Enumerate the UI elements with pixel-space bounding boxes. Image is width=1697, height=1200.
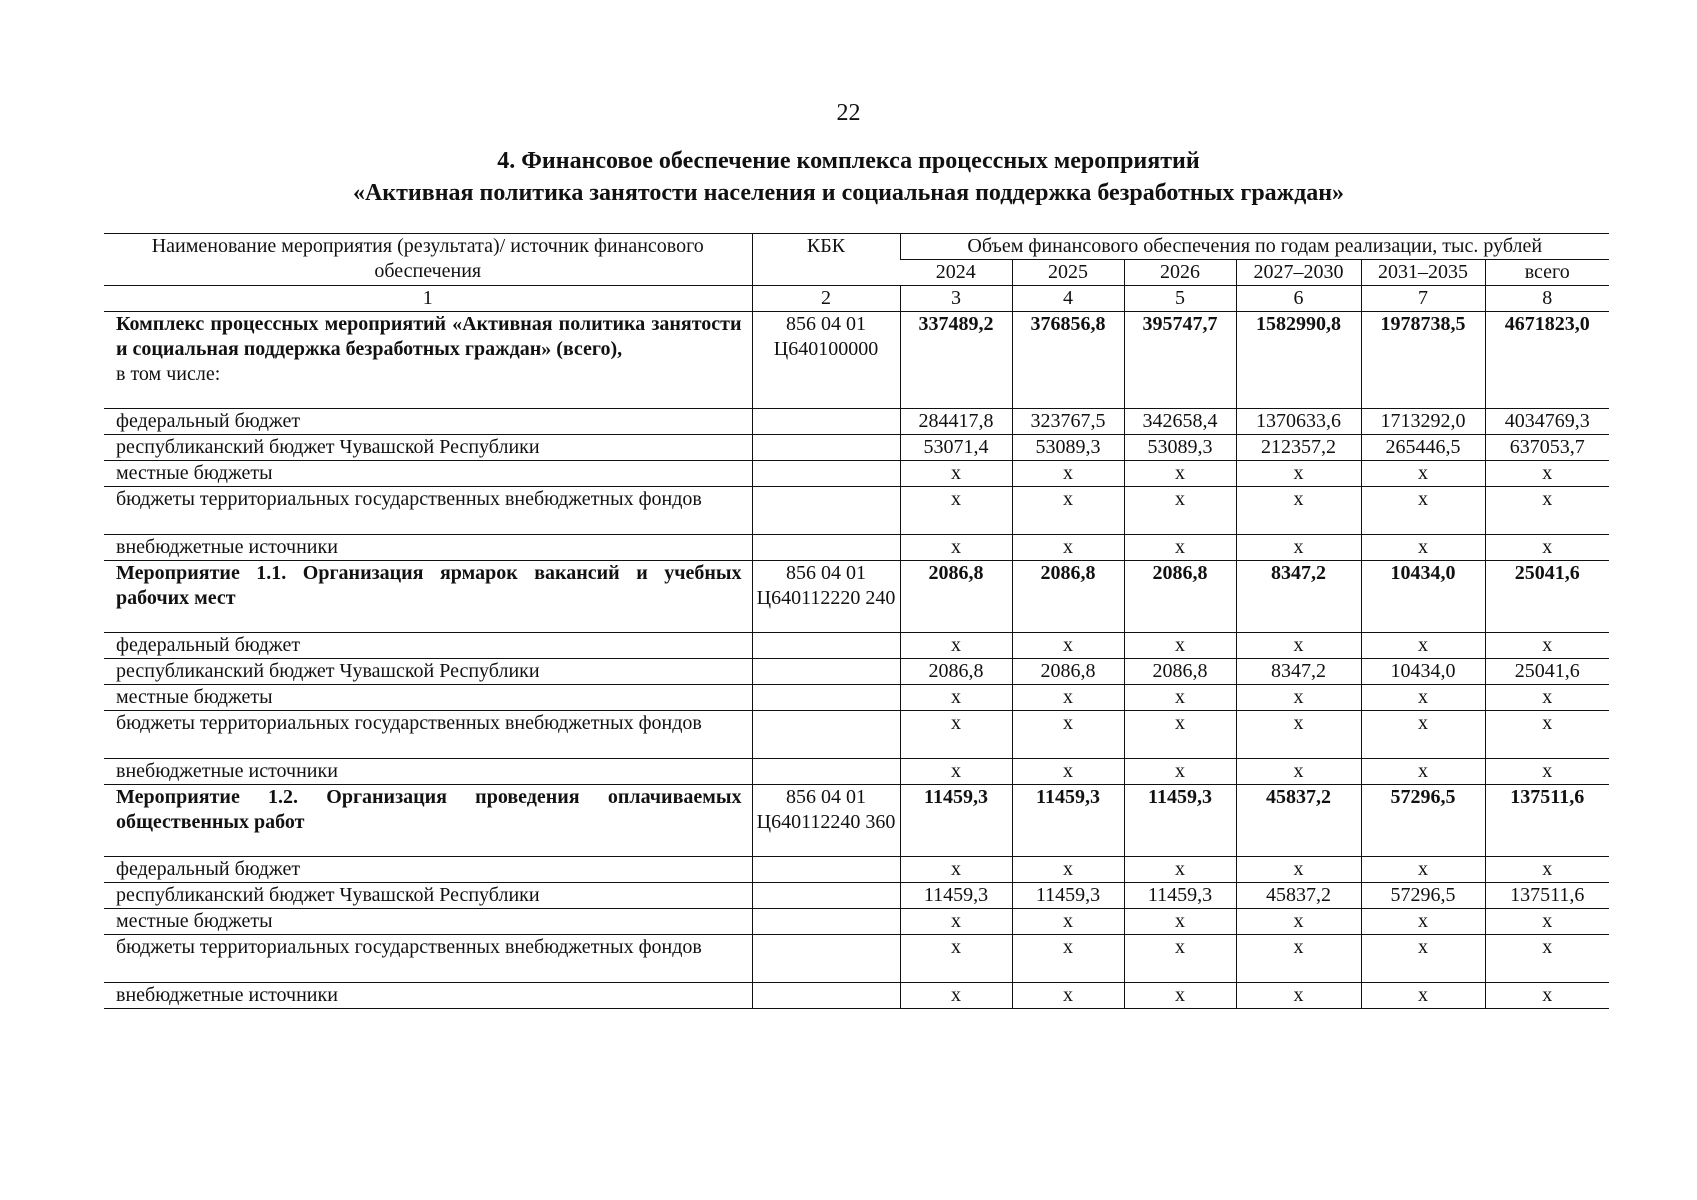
row-value: 395747,7 — [1124, 312, 1236, 409]
row-name — [104, 935, 752, 983]
row-name-text: федеральный бюджет — [116, 634, 301, 656]
financing-table — [104, 233, 1609, 1009]
column-number: 7 — [1361, 286, 1485, 312]
row-value: 53089,3 — [1124, 435, 1236, 461]
row-value: х — [1236, 685, 1361, 711]
row-name — [104, 785, 752, 857]
row-name-text: Мероприятие 1.1. Организация ярмарок вакансий и учебных рабочих мест — [116, 562, 742, 609]
row-name-text: Комплекс процессных мероприятий «Активная политика занятости и социальная поддержка безработных граждан» (всего), — [116, 313, 742, 360]
row-value: х — [1361, 633, 1485, 659]
table-row — [104, 409, 1609, 435]
row-name — [104, 535, 752, 561]
row-kbk: 856 04 01 Ц640100000 — [752, 312, 900, 409]
row-value: 11459,3 — [900, 883, 1012, 909]
row-value: х — [1485, 461, 1609, 487]
table-row — [104, 487, 1609, 535]
row-value: х — [1485, 487, 1609, 535]
row-kbk — [752, 935, 900, 983]
row-kbk — [752, 759, 900, 785]
row-value: х — [1236, 759, 1361, 785]
table-row — [104, 461, 1609, 487]
row-kbk — [752, 633, 900, 659]
row-value: х — [1361, 857, 1485, 883]
row-value: х — [1124, 633, 1236, 659]
row-value: 2086,8 — [900, 659, 1012, 685]
row-name — [104, 409, 752, 435]
row-value: х — [1124, 535, 1236, 561]
row-name — [104, 633, 752, 659]
row-value: х — [1236, 487, 1361, 535]
column-number: 8 — [1485, 286, 1609, 312]
header-year: 2024 — [900, 260, 1012, 286]
row-value: х — [1361, 759, 1485, 785]
row-value: х — [1485, 935, 1609, 983]
row-value: х — [1124, 759, 1236, 785]
row-kbk — [752, 883, 900, 909]
row-value: х — [1236, 633, 1361, 659]
column-number: 1 — [104, 286, 752, 312]
row-value: х — [900, 487, 1012, 535]
row-value: х — [1236, 935, 1361, 983]
row-value: х — [1124, 935, 1236, 983]
row-value: 2086,8 — [1124, 561, 1236, 633]
row-value: 2086,8 — [1124, 659, 1236, 685]
row-value: 1582990,8 — [1236, 312, 1361, 409]
table-row — [104, 785, 1609, 857]
column-number: 5 — [1124, 286, 1236, 312]
row-value: 4671823,0 — [1485, 312, 1609, 409]
row-value: х — [1361, 711, 1485, 759]
row-value: 11459,3 — [1012, 785, 1124, 857]
row-name — [104, 883, 752, 909]
header-year: 2031–2035 — [1361, 260, 1485, 286]
row-value: 337489,2 — [900, 312, 1012, 409]
row-value: 11459,3 — [1124, 785, 1236, 857]
row-value: х — [900, 759, 1012, 785]
row-value: х — [1236, 711, 1361, 759]
row-value: 4034769,3 — [1485, 409, 1609, 435]
row-value: х — [900, 685, 1012, 711]
row-value: 45837,2 — [1236, 883, 1361, 909]
row-value: х — [1124, 857, 1236, 883]
row-name-text: внебюджетные источники — [116, 536, 338, 558]
column-number: 4 — [1012, 286, 1124, 312]
row-value: х — [1361, 685, 1485, 711]
row-value: 2086,8 — [900, 561, 1012, 633]
row-value: х — [1124, 909, 1236, 935]
table-row — [104, 535, 1609, 561]
row-kbk — [752, 983, 900, 1009]
table-header — [104, 234, 1609, 312]
row-value: 1713292,0 — [1361, 409, 1485, 435]
row-value: 137511,6 — [1485, 785, 1609, 857]
row-kbk — [752, 409, 900, 435]
row-value: 2086,8 — [1012, 561, 1124, 633]
table-row — [104, 435, 1609, 461]
row-name — [104, 685, 752, 711]
row-value: х — [1012, 935, 1124, 983]
row-value: х — [1361, 983, 1485, 1009]
row-value: х — [900, 935, 1012, 983]
row-name — [104, 659, 752, 685]
header-year: всего — [1485, 260, 1609, 286]
header-name: Наименование мероприятия (результата)/ источник финансового обеспечения — [104, 234, 752, 286]
row-value: 53089,3 — [1012, 435, 1124, 461]
row-kbk — [752, 435, 900, 461]
row-value: 1978738,5 — [1361, 312, 1485, 409]
row-name-text: федеральный бюджет — [116, 410, 301, 432]
row-value: х — [1236, 535, 1361, 561]
row-value: 10434,0 — [1361, 659, 1485, 685]
row-name-text: бюджеты территориальных государственных внебюджетных фондов — [116, 712, 702, 734]
row-value: х — [1124, 461, 1236, 487]
row-value: х — [1485, 983, 1609, 1009]
table-row — [104, 711, 1609, 759]
title-line-1: 4. Финансовое обеспечение комплекса процессных мероприятий — [497, 148, 1200, 174]
row-value: х — [1236, 983, 1361, 1009]
row-name-text: бюджеты территориальных государственных внебюджетных фондов — [116, 488, 702, 510]
row-value: х — [1361, 487, 1485, 535]
row-name-text: внебюджетные источники — [116, 984, 338, 1006]
row-value: х — [1361, 461, 1485, 487]
row-name — [104, 487, 752, 535]
column-number: 2 — [752, 286, 900, 312]
row-value: х — [1012, 711, 1124, 759]
row-value: 323767,5 — [1012, 409, 1124, 435]
row-value: х — [1124, 487, 1236, 535]
row-value: 57296,5 — [1361, 785, 1485, 857]
row-name — [104, 759, 752, 785]
table-row — [104, 312, 1609, 409]
row-value: х — [1361, 935, 1485, 983]
row-kbk: 856 04 01 Ц640112240 360 — [752, 785, 900, 857]
row-value: х — [1012, 983, 1124, 1009]
row-value: 284417,8 — [900, 409, 1012, 435]
row-name — [104, 312, 752, 409]
row-kbk: 856 04 01 Ц640112220 240 — [752, 561, 900, 633]
row-kbk — [752, 659, 900, 685]
row-value: х — [1485, 711, 1609, 759]
row-value: х — [1361, 909, 1485, 935]
row-value: х — [1124, 685, 1236, 711]
row-value: 342658,4 — [1124, 409, 1236, 435]
table-row — [104, 659, 1609, 685]
row-kbk — [752, 535, 900, 561]
header-year: 2026 — [1124, 260, 1236, 286]
header-year: 2025 — [1012, 260, 1124, 286]
table-row — [104, 983, 1609, 1009]
row-name-text: республиканский бюджет Чувашской Республики — [116, 660, 540, 682]
table-row — [104, 561, 1609, 633]
row-value: х — [900, 461, 1012, 487]
row-value: 137511,6 — [1485, 883, 1609, 909]
row-value: х — [900, 535, 1012, 561]
document-title — [0, 145, 1697, 209]
row-value: 25041,6 — [1485, 659, 1609, 685]
row-kbk — [752, 685, 900, 711]
row-value: 1370633,6 — [1236, 409, 1361, 435]
row-name-text: республиканский бюджет Чувашской Республики — [116, 436, 540, 458]
row-value: х — [1485, 909, 1609, 935]
row-name-text: местные бюджеты — [116, 910, 273, 932]
table-row — [104, 685, 1609, 711]
row-name-text: внебюджетные источники — [116, 760, 338, 782]
row-name — [104, 983, 752, 1009]
row-value: х — [1485, 857, 1609, 883]
row-value: 8347,2 — [1236, 659, 1361, 685]
row-value: х — [900, 711, 1012, 759]
page-number: 22 — [836, 100, 861, 126]
row-name — [104, 909, 752, 935]
column-number: 6 — [1236, 286, 1361, 312]
row-value: х — [1124, 983, 1236, 1009]
row-value: х — [1236, 909, 1361, 935]
row-name-text: Мероприятие 1.2. Организация проведения оплачиваемых общественных работ — [116, 786, 742, 833]
table-row — [104, 759, 1609, 785]
row-value: 376856,8 — [1012, 312, 1124, 409]
row-value: 212357,2 — [1236, 435, 1361, 461]
title-line-2: «Активная политика занятости населения и социальная поддержка безработных граждан» — [352, 180, 1345, 206]
row-value: х — [900, 983, 1012, 1009]
row-name — [104, 711, 752, 759]
row-kbk — [752, 461, 900, 487]
row-value: х — [1012, 909, 1124, 935]
row-name-text: местные бюджеты — [116, 686, 273, 708]
row-value: х — [1485, 633, 1609, 659]
row-name-text: местные бюджеты — [116, 462, 273, 484]
row-value: 10434,0 — [1361, 561, 1485, 633]
row-value: х — [1124, 711, 1236, 759]
row-value: 45837,2 — [1236, 785, 1361, 857]
header-volume: Объем финансового обеспечения по годам реализации, тыс. рублей — [900, 234, 1609, 260]
row-name-text: федеральный бюджет — [116, 858, 301, 880]
row-value: х — [1012, 857, 1124, 883]
row-value: х — [900, 633, 1012, 659]
row-value: х — [1236, 461, 1361, 487]
row-name — [104, 857, 752, 883]
row-value: 11459,3 — [1012, 883, 1124, 909]
row-kbk — [752, 857, 900, 883]
row-value: 265446,5 — [1361, 435, 1485, 461]
table-row — [104, 909, 1609, 935]
table-body — [104, 312, 1609, 1009]
row-value: 2086,8 — [1012, 659, 1124, 685]
row-value: 637053,7 — [1485, 435, 1609, 461]
table-row — [104, 857, 1609, 883]
row-value: х — [1012, 487, 1124, 535]
row-name — [104, 435, 752, 461]
column-number: 3 — [900, 286, 1012, 312]
row-kbk — [752, 711, 900, 759]
row-name — [104, 561, 752, 633]
table-row — [104, 633, 1609, 659]
row-value: х — [1012, 759, 1124, 785]
row-kbk — [752, 487, 900, 535]
row-value: х — [1012, 461, 1124, 487]
row-name-text: бюджеты территориальных государственных внебюджетных фондов — [116, 936, 702, 958]
row-value: 53071,4 — [900, 435, 1012, 461]
header-year: 2027–2030 — [1236, 260, 1361, 286]
row-value: х — [1012, 685, 1124, 711]
row-subtext: в том числе: — [116, 363, 221, 385]
row-value: х — [900, 857, 1012, 883]
row-value: х — [1012, 633, 1124, 659]
row-value: 8347,2 — [1236, 561, 1361, 633]
row-value: 57296,5 — [1361, 883, 1485, 909]
row-value: х — [1485, 685, 1609, 711]
row-value: х — [1012, 535, 1124, 561]
row-value: 11459,3 — [1124, 883, 1236, 909]
row-value: х — [1485, 759, 1609, 785]
row-name-text: республиканский бюджет Чувашской Республики — [116, 884, 540, 906]
table-row — [104, 883, 1609, 909]
row-name — [104, 461, 752, 487]
header-kbk: КБК — [752, 234, 900, 286]
table-row — [104, 935, 1609, 983]
row-value: х — [1361, 535, 1485, 561]
row-value: х — [1485, 535, 1609, 561]
row-value: 11459,3 — [900, 785, 1012, 857]
row-value: х — [900, 909, 1012, 935]
row-kbk — [752, 909, 900, 935]
row-value: х — [1236, 857, 1361, 883]
row-value: 25041,6 — [1485, 561, 1609, 633]
